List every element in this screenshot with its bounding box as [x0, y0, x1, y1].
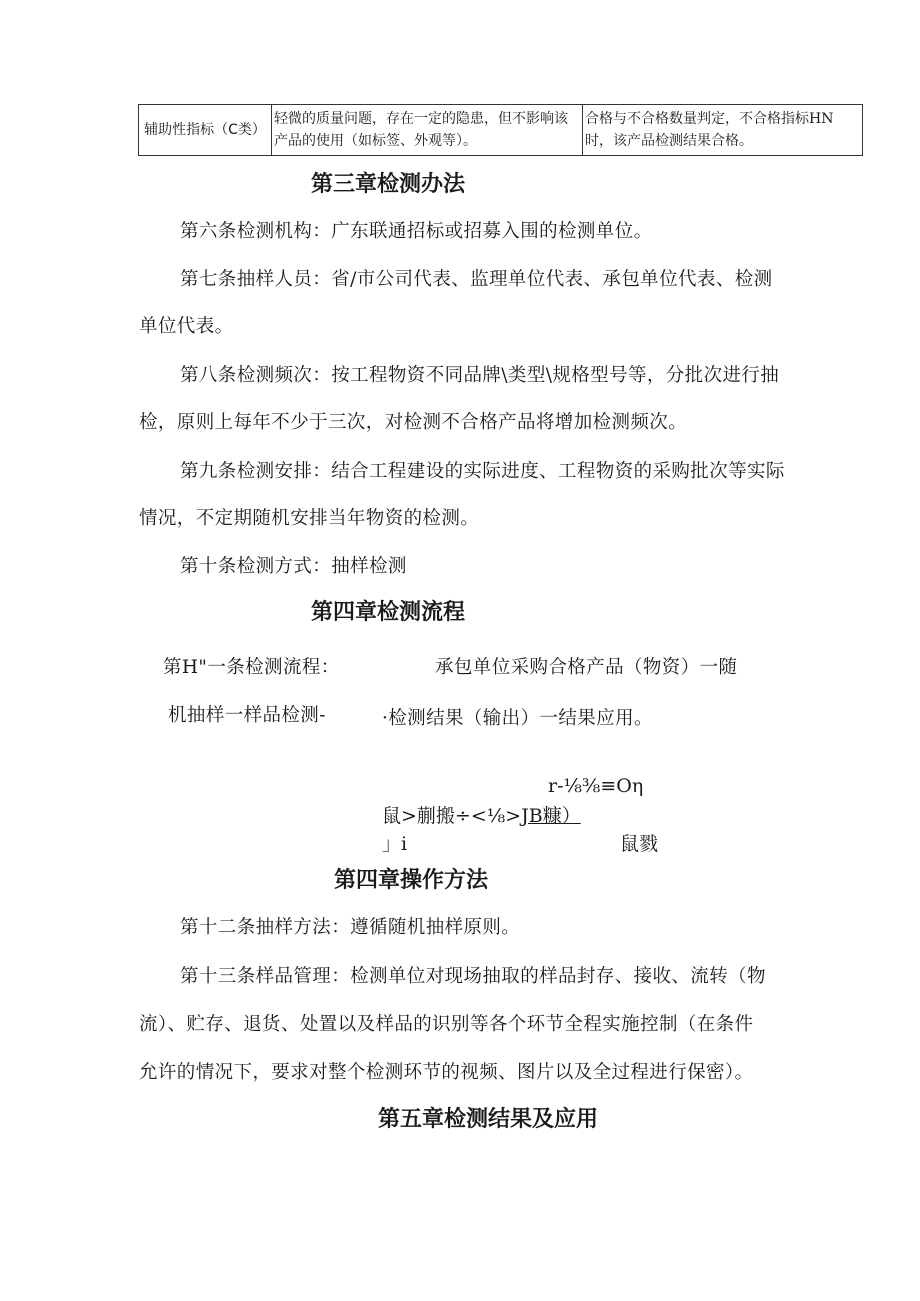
article-9-line-1: 第九条检测安排：结合工程建设的实际进度、工程物资的采购批次等实际 [180, 461, 785, 482]
flowchart-residue-2: 鼠>蒯搬÷<⅛>JB糠） [382, 805, 581, 827]
chapter-3-title: 第三章检测办法 [311, 172, 466, 197]
table-row [139, 105, 863, 156]
flowchart-residue-3: 」i [382, 833, 408, 855]
rule-cell: 合格与不合格数量判定，不合格指标HN时，该产品检测结果合格。 [583, 105, 863, 156]
article-9-line-2: 情况，不定期随机安排当年物资的检测。 [139, 508, 480, 529]
chapter-5-title: 第五章检测结果及应用 [378, 1107, 599, 1132]
article-6: 第六条检测机构：广东联通招标或招募入围的检测单位。 [180, 221, 653, 242]
category-cell: 辅助性指标（C类） [139, 105, 272, 156]
article-13-line-1: 第十三条样品管理：检测单位对现场抽取的样品封存、接收、流转（物 [180, 966, 766, 987]
flowchart-residue-4: 鼠戮 [620, 833, 659, 855]
chapter-4-title: 第四章检测流程 [311, 600, 466, 625]
article-10: 第十条检测方式：抽样检测 [180, 556, 407, 577]
article-8-line-2: 检，原则上每年不少于三次，对检测不合格产品将增加检测频次。 [139, 412, 688, 433]
article-12: 第十二条抽样方法：遵循随机抽样原则。 [180, 917, 521, 938]
article-11-lead: 第H"一条检测流程： [163, 657, 340, 678]
article-7-line-2: 单位代表。 [139, 316, 234, 337]
flow-right: ·检测结果（输出）一结果应用。 [382, 708, 653, 729]
chapter-4-operation-title: 第四章操作方法 [334, 868, 489, 893]
flowchart-residue-1: r-⅛⅜≡Oη [548, 775, 644, 797]
article-7-line-1: 第七条抽样人员：省/市公司代表、监理单位代表、承包单位代表、检测 [180, 269, 773, 290]
description-cell: 轻微的质量问题，存在一定的隐患，但不影响该产品的使用（如标签、外观等）。 [272, 105, 583, 156]
grade-table [138, 104, 863, 156]
article-13-line-3: 允许的情况下，要求对整个检测环节的视频、图片以及全过程进行保密）。 [139, 1062, 754, 1083]
article-8-line-1: 第八条检测频次：按工程物资不同品牌\类型\规格型号等，分批次进行抽 [180, 365, 780, 386]
article-11-rest: 承包单位采购合格产品（物资）一随 [435, 657, 738, 678]
article-13-line-2: 流）、贮存、退货、处置以及样品的识别等各个环节全程实施控制（在条件 [139, 1014, 754, 1035]
flow-left: 机抽样一样品检测- [168, 705, 326, 726]
